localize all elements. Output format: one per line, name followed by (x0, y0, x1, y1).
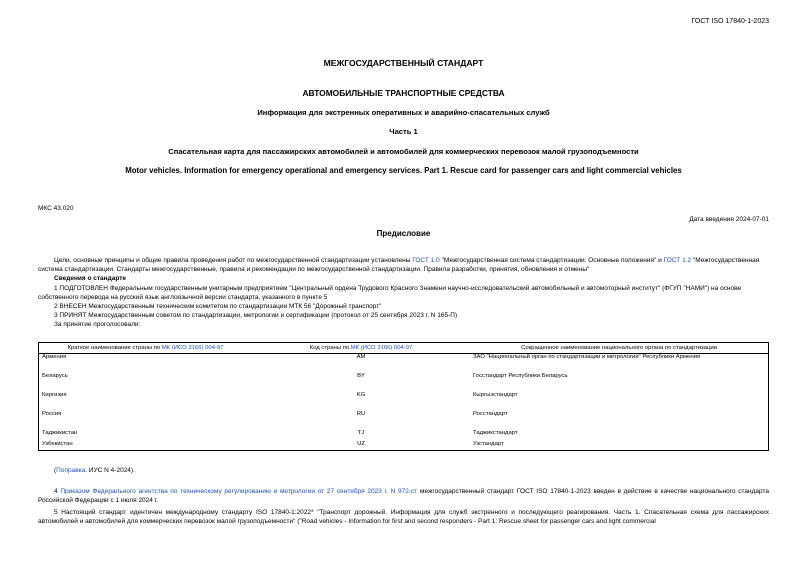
gost-1-0-link[interactable]: ГОСТ 1.0 (412, 257, 440, 264)
text: . ИУС N 4-2024). (85, 467, 135, 474)
mk-iso-link[interactable]: МК (ИСО 3166) 004-97 (350, 345, 413, 351)
document-title: АВТОМОБИЛЬНЫЕ ТРАНСПОРТНЫЕ СРЕДСТВА (302, 88, 505, 98)
mk-iso-link[interactable]: МК (ИСО 3166) 004-97 (161, 345, 224, 351)
table-row (39, 411, 769, 430)
document-subtitle: Информация для экстренных оперативных и аварийно-спасательных служб (257, 108, 550, 117)
standard-type: МЕЖГОСУДАРСТВЕННЫЙ СТАНДАРТ (323, 58, 484, 68)
countries-table (38, 342, 769, 451)
text: "Межгосударственная система стандартизации. Стандарты межгосударственные, правила и рекомендации по межгосударственной стандартизации. Правила разработки, принятия, обновления и отмены" (38, 257, 760, 274)
preface-paragraph-1 (38, 256, 769, 274)
part-title: Спасательная карта для пассажирских автомобилей и автомобилей для коммерческих перевозок малой грузоподъемности (168, 147, 639, 156)
text: 4 (54, 488, 61, 495)
amendment-paragraph (38, 466, 769, 475)
standards-body: ЗАО "Национальный орган по стандартизации и метрологии" Республики Армения (473, 354, 701, 360)
info-heading: Сведения о стандарте (54, 275, 127, 283)
table-row (39, 392, 769, 411)
gost-1-2-link[interactable]: ГОСТ 1.2 (663, 257, 692, 264)
english-title: Motor vehicles. Information for emergency operational and emergency services. Part 1. Rescue card for passenger cars and light commercial vehicles (125, 166, 682, 175)
text: Код страны по (309, 345, 351, 351)
header-code (252, 343, 470, 354)
preface-heading: Предисловие (376, 229, 431, 238)
mks-code: МКС 43.020 (38, 205, 74, 212)
document-part: Часть 1 (389, 127, 418, 136)
country-name: Киргизия (42, 391, 67, 398)
preface-item-3: 3 ПРИНЯТ Межгосударственным советом по стандартизации, метрологии и сертификации (протокол от 25 сентября 2023 г. N 165-П) (54, 312, 458, 320)
country-code: AM (356, 354, 366, 360)
preface-item-4 (38, 487, 769, 505)
country-name: Узбекистан (39, 441, 253, 451)
table-header-row (39, 343, 769, 354)
country-code: UZ (252, 441, 470, 451)
table-row (39, 441, 769, 451)
amendment-link[interactable]: Поправка (56, 467, 86, 474)
table-row (39, 373, 769, 392)
standards-body: Таджикстандарт (473, 429, 518, 436)
country-name: Таджикистан (42, 429, 78, 436)
country-code: RU (356, 410, 366, 417)
table-row (39, 354, 769, 373)
country-code: TJ (357, 429, 365, 436)
preface-item-2: 2 ВНЕСЕН Межгосударственным техническим комитетом по стандартизации МТК 56 "Дорожный транспорт" (54, 303, 382, 311)
text: Цели, основные принципы и общие правила проведения работ по межгосударственной стандартизации установлены (54, 257, 413, 264)
standards-body: Кыргызстандарт (473, 391, 518, 398)
intro-date: Дата введения 2024-07-01 (689, 216, 769, 223)
country-name: Армения (42, 354, 67, 360)
document-number: ГОСТ ISO 17840-1-2023 (691, 18, 769, 25)
preface-item-1: 1 ПОДГОТОВЛЕН Федеральным государственным унитарным предприятием "Центральный ордена Трудового Красного Знамени научно-исследовательский автомобильный и автомоторный институт" (ФГУП "НАМИ") на основе собственного перевода на русский язык англоязычной версии стандарта, указанного в пункте 5 (38, 284, 742, 301)
text: "Межгосударственная система стандартизации. Основные положения" и (439, 257, 664, 264)
country-name: Россия (42, 410, 62, 417)
standards-body: Узстандарт (470, 441, 769, 451)
header-body: Сокращенное наименование национального органа по стандартизации (470, 343, 769, 354)
text: ( (54, 467, 57, 474)
text: Краткое наименование страны по (67, 345, 162, 351)
order-link[interactable]: Приказом Федерального агентства по техническому регулированию и метрологии от 27 сентября 2023 г. N 972-ст (60, 488, 418, 495)
table-row (39, 430, 769, 441)
preface-body (38, 256, 769, 330)
text: межгосударственный стандарт ГОСТ ISO 17840-1-2023 введен в действие в качестве национального стандарта Российской Федерации с 1 июля 2024 г. (38, 488, 770, 505)
country-code: KG (356, 391, 366, 398)
voted-label: За принятие проголосовали: (54, 321, 141, 329)
standards-body: Росстандарт (473, 410, 508, 417)
preface-item-5 (38, 508, 769, 526)
item-5-paragraph: 5 Настоящий стандарт идентичен международному стандарту ISO 17840-1:2022* "Транспорт дорожный. Информация для служб экстренного и последующего реагирования. Часть 1. Спасательная схема для пассажирских автомобилей и автомобилей для коммерческих перевозок малой грузоподъемности" ("Road vehicles - Information for first and second responders - Part 1: Rescue sheet for passenger cars and light commercial (38, 509, 769, 526)
country-code: BY (357, 372, 365, 379)
header-country (39, 343, 253, 354)
item-4-paragraph (38, 487, 769, 505)
standards-body: Госстандарт Республики Беларусь (473, 372, 568, 379)
amendment-note (38, 466, 769, 475)
country-name: Беларусь (42, 372, 68, 379)
